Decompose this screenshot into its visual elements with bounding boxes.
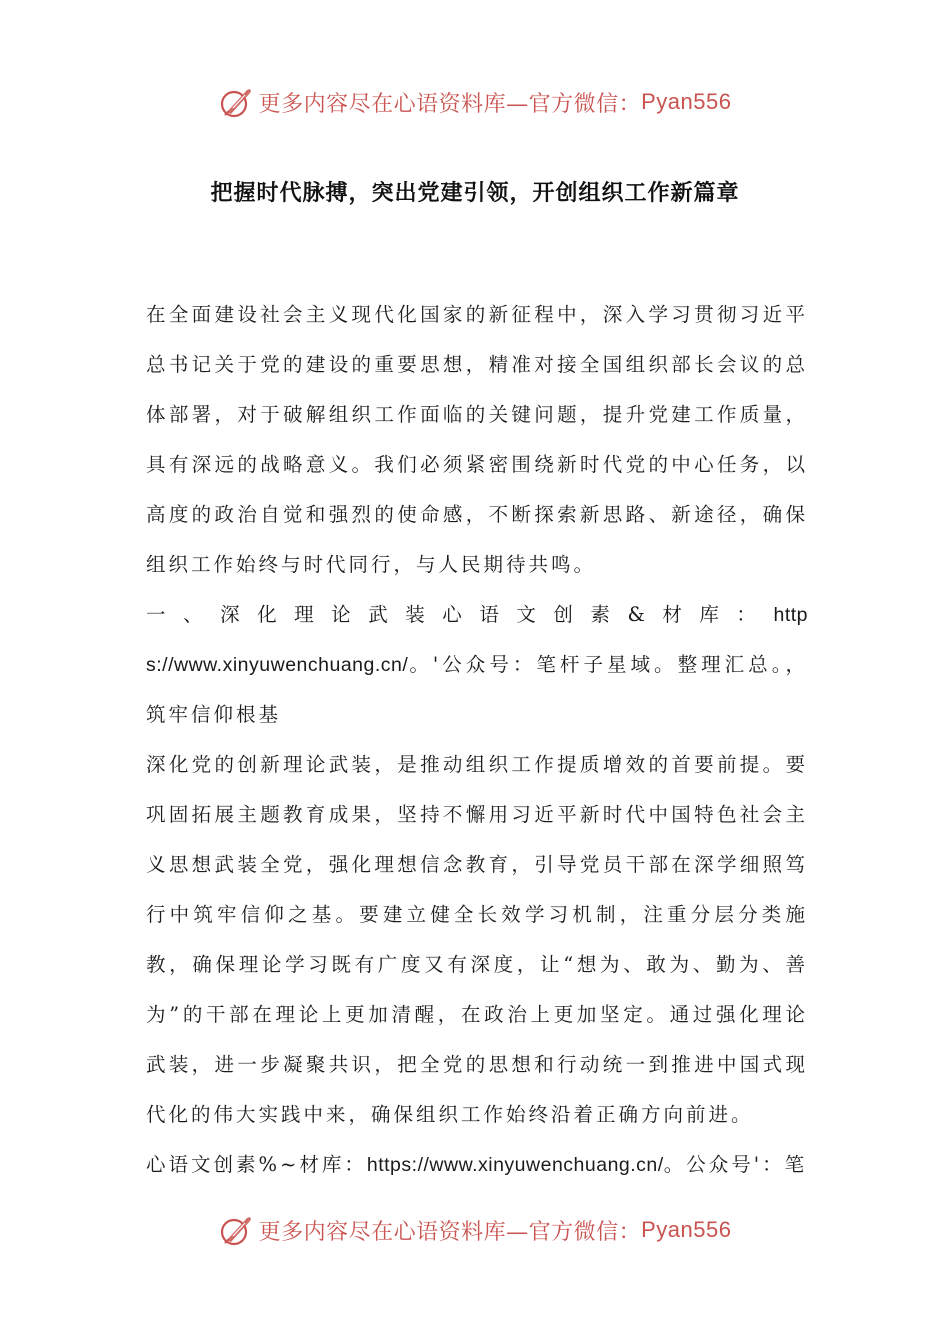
feather-pen-logo-icon: [219, 84, 255, 120]
section-heading-prefix: 一、深化理论武装心语文创素&材库：: [146, 603, 774, 626]
watermark-banner-top: [0, 80, 950, 124]
trailing-suffix: 。公众号'：笔: [663, 1153, 808, 1176]
intro-paragraph: 在全面建设社会主义现代化国家的新征程中，深入学习贯彻习近平总书记关于党的建设的重要思想，精准对接全国组织部长会议的总体部署，对于破解组织工作面临的关键问题，提升党建工作质量，具有深远的战略意义。我们必须紧密围绕新时代党的中心任务，以高度的政治自觉和强烈的使命感，不断探索新思路、新途径，确保组织工作始终与时代同行，与人民期待共鸣。: [146, 303, 808, 576]
section-heading-suffix: 。'公众号：笔杆子星域。整理汇总。，筑牢信仰根基: [146, 653, 808, 726]
document-body: [146, 290, 808, 1190]
section-body-paragraph: 深化党的创新理论武装，是推动组织工作提质增效的首要前提。要巩固拓展主题教育成果，坚持不懈用习近平新时代中国特色社会主义思想武装全党，强化理想信念教育，引导党员干部在深学细照笃行中筑牢信仰之基。要建立健全长效学习机制，注重分层分类施教，确保理论学习既有广度又有深度，让“想为、敢为、勤为、善为”的干部在理论上更加清醒，在政治上更加坚定。通过强化理论武装，进一步凝聚共识，把全党的思想和行动统一到推进中国式现代化的伟大实践中来，确保组织工作始终沿着正确方向前进。: [146, 753, 808, 1126]
watermark-wechat-id: Pyan556: [641, 89, 732, 114]
trailing-url: https://www.xinyuwenchuang.cn/: [366, 1154, 664, 1176]
watermark-banner-bottom: [0, 1208, 950, 1252]
trailing-line: [146, 1140, 808, 1190]
feather-pen-logo-icon: [219, 1212, 255, 1248]
watermark-text: 更多内容尽在心语资料库—官方微信：: [258, 1219, 642, 1245]
watermark-wechat-id: Pyan556: [641, 1217, 732, 1242]
trailing-prefix: 心语文创素%~材库：: [146, 1153, 367, 1176]
watermark-text: 更多内容尽在心语资料库—官方微信：: [258, 91, 642, 117]
section-heading-url: https://www.xinyuwenchuang.cn/: [146, 604, 808, 676]
section-heading: [146, 590, 808, 740]
document-title: 把握时代脉搏，突出党建引领，开创组织工作新篇章: [210, 181, 740, 206]
